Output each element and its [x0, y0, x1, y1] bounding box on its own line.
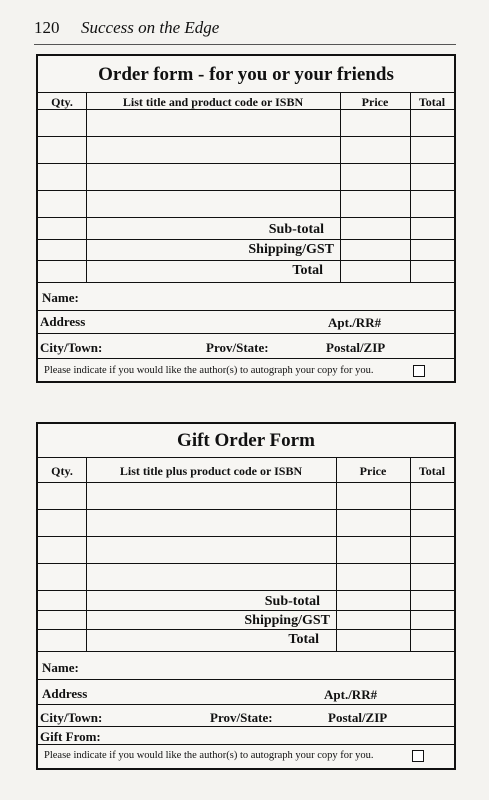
order-autograph-checkbox[interactable]: [413, 365, 425, 377]
gift-city-label: City/Town:: [40, 710, 103, 725]
gift-from-line: [38, 744, 454, 745]
order-table-bottom: [38, 282, 454, 283]
gift-item-row-2[interactable]: [38, 510, 454, 536]
order-item-row-4[interactable]: [38, 191, 454, 217]
order-name-label: Name:: [42, 290, 79, 305]
order-city-line: [38, 358, 454, 359]
gift-name-label: Name:: [42, 660, 79, 675]
gift-form-title: Gift Order Form: [177, 430, 315, 451]
order-col-title: List title and product code or ISBN: [122, 95, 304, 109]
gift-total-field[interactable]: [337, 630, 454, 650]
gift-col-qty: Qty.: [51, 464, 73, 478]
gift-apt-label: Apt./RR#: [324, 687, 378, 702]
page-number: 120: [34, 18, 60, 37]
gift-address-field[interactable]: [104, 680, 320, 702]
order-shipping-field[interactable]: [341, 240, 454, 260]
gift-item-row-1[interactable]: [38, 483, 454, 509]
order-form-header-top: [38, 92, 454, 93]
gift-prov-field[interactable]: [284, 705, 326, 725]
order-address-label: Address: [40, 314, 86, 329]
order-total-field[interactable]: [341, 261, 454, 281]
page-header: [34, 18, 454, 40]
order-city-label: City/Town:: [40, 340, 103, 355]
order-col-qty: Qty.: [51, 95, 73, 109]
order-apt-field[interactable]: [394, 311, 454, 331]
gift-subtotal-label: Sub-total: [264, 594, 320, 609]
order-prov-label: Prov/State:: [206, 340, 269, 355]
gift-item-row-4[interactable]: [38, 564, 454, 590]
gift-table-bottom: [38, 651, 454, 652]
gift-order-form: [36, 422, 456, 770]
order-autograph-note: Please indicate if you would like the author(s) to autograph your copy for you.: [44, 365, 374, 376]
order-apt-label: Apt./RR#: [328, 315, 382, 330]
gift-col-title: List title plus product code or ISBN: [119, 464, 303, 478]
gift-prov-label: Prov/State:: [210, 710, 273, 725]
gift-total-label: Total: [288, 632, 319, 647]
order-subtotal-field[interactable]: [341, 218, 454, 238]
gift-col-total: Total: [418, 464, 446, 478]
order-total-label: Total: [292, 263, 323, 278]
order-form-title: Order form - for you or your friends: [98, 64, 394, 85]
order-item-row-1[interactable]: [38, 110, 454, 136]
order-address-field[interactable]: [102, 311, 322, 331]
order-item-row-2[interactable]: [38, 137, 454, 163]
gift-apt-field[interactable]: [390, 680, 454, 702]
gift-form-header-top: [38, 457, 454, 458]
order-shipping-label: Shipping/GST: [248, 242, 334, 257]
order-subtotal-label: Sub-total: [268, 222, 324, 237]
gift-shipping-label: Shipping/GST: [244, 613, 330, 628]
gift-address-label: Address: [42, 686, 88, 701]
gift-col-price: Price: [359, 464, 387, 478]
header-rule: [34, 44, 456, 45]
order-name-field[interactable]: [98, 284, 454, 308]
order-address-line: [38, 333, 454, 334]
gift-subtotal-field[interactable]: [337, 591, 454, 609]
gift-autograph-checkbox[interactable]: [412, 750, 424, 762]
gift-item-row-3[interactable]: [38, 537, 454, 563]
gift-shipping-field[interactable]: [337, 611, 454, 629]
book-title: Success on the Edge: [81, 18, 220, 37]
gift-postal-field[interactable]: [400, 705, 454, 725]
gift-autograph-note: Please indicate if you would like the author(s) to autograph your copy for you.: [44, 750, 374, 761]
order-prov-field[interactable]: [282, 334, 324, 356]
gift-address-line: [38, 704, 454, 705]
gift-city-field[interactable]: [114, 705, 206, 725]
gift-name-field[interactable]: [98, 653, 454, 677]
gift-from-label: Gift From:: [40, 729, 101, 744]
gift-from-field[interactable]: [114, 727, 454, 743]
order-form: [36, 54, 456, 383]
order-item-row-3[interactable]: [38, 164, 454, 190]
order-col-price: Price: [361, 95, 389, 109]
order-city-field[interactable]: [114, 334, 202, 356]
gift-postal-label: Postal/ZIP: [328, 710, 388, 725]
order-postal-label: Postal/ZIP: [326, 340, 386, 355]
order-col-total: Total: [418, 95, 446, 109]
order-postal-field[interactable]: [398, 334, 454, 356]
